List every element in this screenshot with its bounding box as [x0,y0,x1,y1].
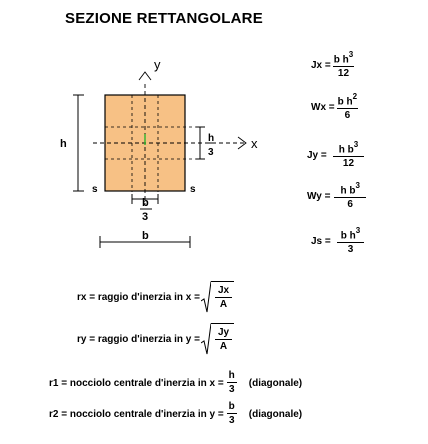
core-y-fraction: $\frac{b}{3}$ [228,401,235,426]
formula-js-lhs: Js = [311,235,331,247]
formula-jx-fraction: $\frac{b h^3}{12}$ [333,50,354,80]
x-axis-label: x [251,136,258,151]
radius-y-row [77,323,234,355]
core-x-text: r1 = nocciolo centrale d'inerzia in x = [49,377,224,389]
y-axis-arrowhead [139,72,151,80]
core-y-row [49,401,302,427]
sqrt-icon [201,281,211,313]
formula-jx-lhs: Jx = [311,59,331,71]
radius-x-text: rx = raggio d'inerzia in x = [77,291,200,303]
page-title: SEZIONE RETTANGOLARE [65,10,263,27]
y-axis-label: y [154,57,161,72]
formula-wx [311,92,358,122]
formula-wx-lhs: Wx = [311,101,335,113]
core-x-note: (diagonale) [248,377,303,389]
formula-wx-fraction: $\frac{b h^2}{6}$ [337,92,358,122]
core-x-row [49,370,302,396]
radius-x-row [77,281,234,313]
base-label: b [142,230,149,242]
formula-wy-fraction: $\frac{h b^3}{6}$ [334,181,365,211]
radius-x-sqrt: $\frac{Jx}{A}$ [201,281,234,313]
half-h-denominator: 3 [208,147,214,158]
formula-wy-lhs: Wy = [307,190,331,202]
core-x-fraction: $\frac{h}{3}$ [228,370,235,395]
formula-jy-lhs: Jy = [307,149,327,161]
formula-jy [307,140,364,170]
half-h-numerator: h [208,133,215,144]
formula-js [311,226,364,256]
sqrt-icon [201,323,211,355]
formula-jy-fraction: $\frac{h b^3}{12}$ [333,140,364,170]
half-b-denominator: 3 [142,211,149,223]
radius-y-text: ry = raggio d'inerzia in y = [77,333,200,345]
section-s-right: s [190,184,196,195]
formula-js-fraction: $\frac{b h^3}{3}$ [337,226,364,256]
half-b-numerator: b [142,197,149,209]
radius-y-sqrt: $\frac{Jy}{A}$ [201,323,234,355]
section-s-left: s [92,184,98,195]
core-y-note: (diagonale) [248,408,303,420]
core-y-text: r2 = nocciolo centrale d'inerzia in y = [49,408,224,420]
formula-jx [311,50,354,80]
formula-wy [307,181,366,211]
height-label: h [60,138,67,150]
